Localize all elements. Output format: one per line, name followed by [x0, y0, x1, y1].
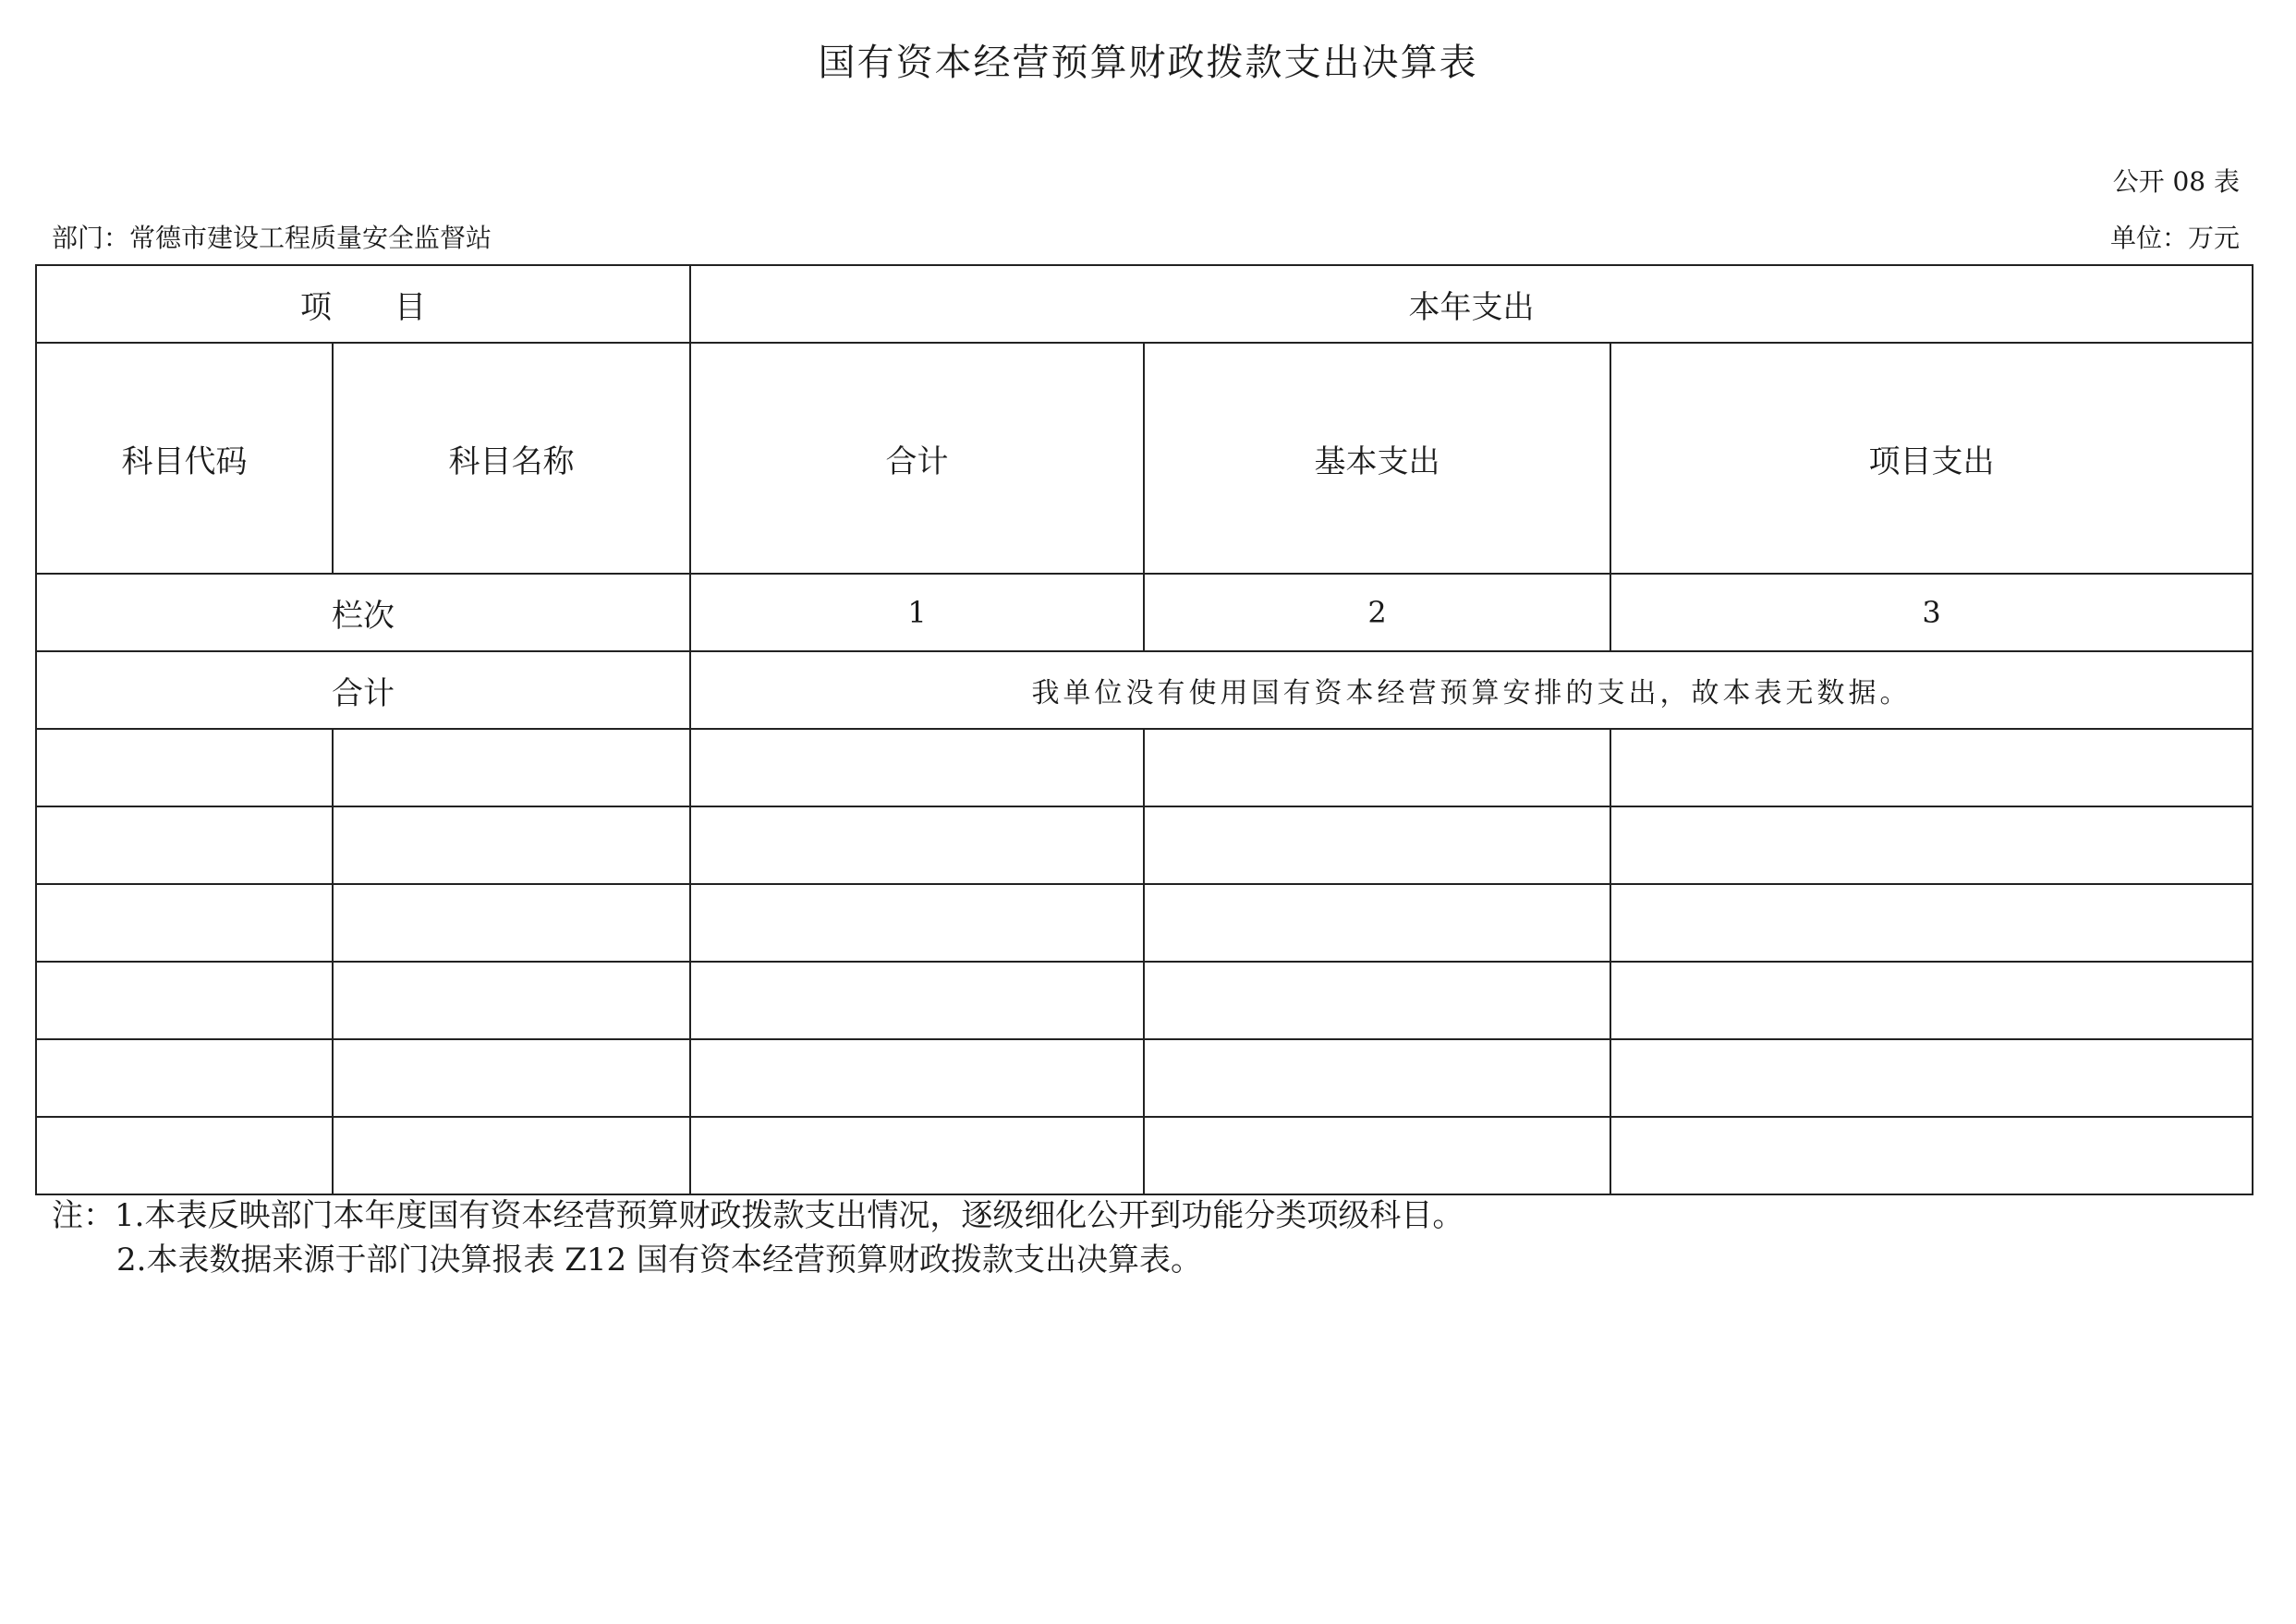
table-cell [36, 806, 333, 884]
table-cell [1144, 729, 1610, 806]
table-row [36, 729, 2253, 806]
table-cell [690, 1117, 1144, 1194]
table-cell [1610, 962, 2253, 1039]
table-cell [36, 962, 333, 1039]
table-row [36, 806, 2253, 884]
table-cell [333, 806, 690, 884]
table-header-row [36, 265, 2253, 343]
table-cell [36, 1039, 333, 1117]
table-index-row [36, 574, 2253, 651]
index-3: 3 [1610, 574, 2253, 651]
unit-label: 单位：万元 [2109, 223, 2240, 253]
table-cell [690, 962, 1144, 1039]
table-cell [333, 1039, 690, 1117]
table-row [36, 962, 2253, 1039]
note-line-1: 注：1.本表反映部门本年度国有资本经营预算财政拨款支出情况，逐级细化公开到功能分类项级科目。 [52, 1197, 1464, 1234]
expenditure-table [35, 264, 2253, 1195]
no-data-message: 我单位没有使用国有资本经营预算安排的支出，故本表无数据。 [690, 651, 2253, 729]
table-total-row [36, 651, 2253, 729]
table-cell [690, 1039, 1144, 1117]
table-column-row [36, 343, 2253, 574]
page-title: 国有资本经营预算财政拨款支出决算表 [818, 42, 1478, 84]
header-item: 项 目 [36, 265, 690, 343]
notes [52, 1194, 1464, 1282]
index-2: 2 [1144, 574, 1610, 651]
header-expense: 本年支出 [690, 265, 2253, 343]
table-cell [1610, 884, 2253, 962]
table-cell [1144, 962, 1610, 1039]
form-number: 公开 08 表 [2112, 166, 2240, 197]
col-basic-expense: 基本支出 [1144, 343, 1610, 574]
table-cell [1144, 806, 1610, 884]
table-cell [1610, 729, 2253, 806]
table-cell [1144, 1117, 1610, 1194]
table-cell [1610, 806, 2253, 884]
table-cell [1610, 1117, 2253, 1194]
col-subject-code: 科目代码 [36, 343, 333, 574]
table-cell [1610, 1039, 2253, 1117]
table-cell [690, 806, 1144, 884]
table-cell [1144, 1039, 1610, 1117]
table-row [36, 884, 2253, 962]
total-label: 合计 [36, 651, 690, 729]
table-cell [333, 1117, 690, 1194]
index-1: 1 [690, 574, 1144, 651]
table-cell [333, 884, 690, 962]
department-label: 部门：常德市建设工程质量安全监督站 [52, 223, 492, 253]
table-cell [36, 1117, 333, 1194]
table-cell [1144, 884, 1610, 962]
table-row [36, 1039, 2253, 1117]
table-cell [690, 884, 1144, 962]
table-cell [690, 729, 1144, 806]
row-index-label: 栏次 [36, 574, 690, 651]
table-cell [333, 962, 690, 1039]
note-line-2: 2.本表数据来源于部门决算报表 Z12 国有资本经营预算财政拨款支出决算表。 [116, 1242, 1202, 1279]
table-cell [333, 729, 690, 806]
col-total: 合计 [690, 343, 1144, 574]
col-subject-name: 科目名称 [333, 343, 690, 574]
table-cell [36, 729, 333, 806]
col-project-expense: 项目支出 [1610, 343, 2253, 574]
table-row [36, 1117, 2253, 1194]
table-cell [36, 884, 333, 962]
